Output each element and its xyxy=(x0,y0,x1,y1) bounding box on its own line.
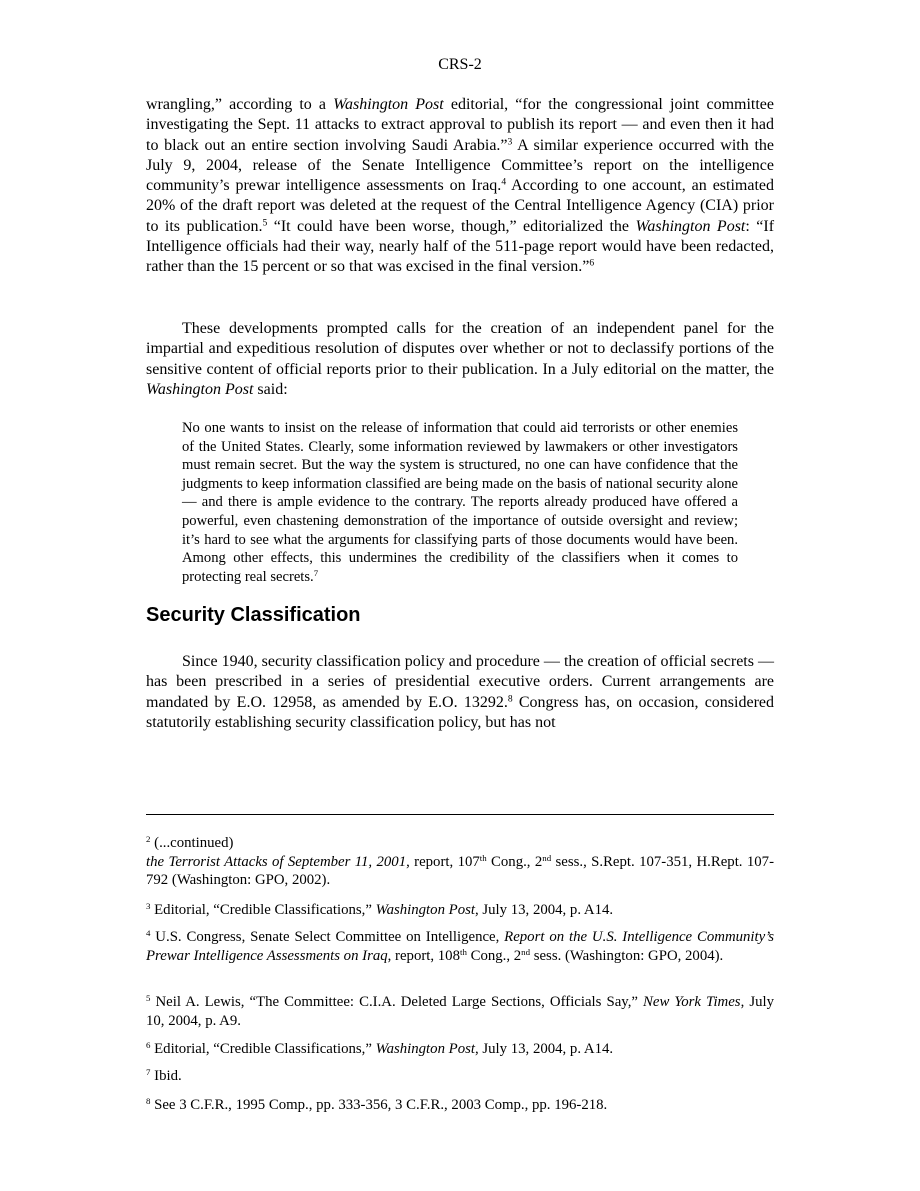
footnote-number: 4 xyxy=(146,928,151,939)
ordinal-suffix: nd xyxy=(521,946,531,957)
footnote-text: Cong., 2 xyxy=(486,853,543,870)
block-quote xyxy=(182,419,738,586)
footnote-text: sess. (Washington: GPO, 2004). xyxy=(530,947,724,964)
text-run: Since 1940, security classification policy and procedure — the creation of official secrets — has been prescribed in a series of presidential executive orders. Current arrangements are mandated by E.O. 12958, as amended by E.O. 13292. xyxy=(146,653,774,711)
body-paragraph-3 xyxy=(146,652,774,733)
footnote-text: , report, 108 xyxy=(387,947,460,964)
footnote-text: Neil A. Lewis, “The Committee: C.I.A. Deleted Large Sections, Officials Say,” xyxy=(150,994,644,1010)
footnote-3 xyxy=(146,901,774,920)
footnote-text: U.S. Congress, Senate Select Committee on Intelligence, xyxy=(150,929,505,945)
footnote-ref-5[interactable]: 5 xyxy=(262,217,268,229)
publication-title: Washington Post xyxy=(146,380,254,398)
footnote-ref-8[interactable]: 8 xyxy=(507,693,513,705)
text-run: editorial, “for the congressional joint committee investigating the Sept. 11 attacks to extract approval to publish its report — and even then it had to black out an entire section involving Saudi Arabia.” xyxy=(146,96,774,154)
footnote-text: sess., S.Rept. 107-351, H.Rept. 107-792 (Washington: GPO, 2002). xyxy=(146,853,774,889)
text-run: These developments prompted calls for the creation of an independent panel for the impartial and expeditious resolution of disputes over whether or not to declassify portions of the sensitive content of official reports prior to their publication. In a July editorial on the matter, the xyxy=(146,320,774,378)
footnote-number: 3 xyxy=(146,901,151,912)
ordinal-suffix: th xyxy=(459,946,467,957)
text-run: Congress has, on occasion, considered statutorily establishing security classification policy, but has not xyxy=(146,693,774,731)
publication-title: Washington Post xyxy=(333,96,444,113)
text-run: According to one account, an estimated 20% of the draft report was deleted at the request of the Central Intelligence Agency (CIA) prior to its publication. xyxy=(146,177,775,235)
footnote-text: Ibid. xyxy=(150,1068,182,1084)
footnote-text: , July 13, 2004, p. A14. xyxy=(474,902,614,918)
publication-title: the Terrorist Attacks of September 11, 2001 xyxy=(146,853,407,870)
footnote-text: Cong., 2 xyxy=(466,947,522,964)
body-paragraph-2 xyxy=(146,319,774,400)
footnote-number: 8 xyxy=(146,1096,151,1107)
footnote-number: 5 xyxy=(146,993,151,1004)
text-run: said: xyxy=(253,380,288,398)
footnote-number: 7 xyxy=(146,1067,151,1078)
quote-text: No one wants to insist on the release of information that could aid terrorists or other enemies of the United States. Clearly, some information reviewed by lawmakers or other investigators must remain secret. But the way the system is structured, no one can have confidence that the judgments to keep information classified are being made on the basis of national security alone — and there is ample evidence to the contrary. The reports already produced have offered a powerful, even chastening demonstration of the importance of outside oversight and review; it’s hard to see what the arguments for classifying parts of those documents would have been. Among other effects, this undermines the credibility of the classifiers when it comes to protecting real secrets. xyxy=(182,420,738,585)
footnote-ref-6[interactable]: 6 xyxy=(589,258,595,270)
publication-title: Washington Post xyxy=(375,902,475,918)
text-run: : “If Intelligence officials had their way, nearly half of the 511-page report would have been redacted, rather than the 15 percent or so that was excised in the final version.” xyxy=(146,217,775,276)
publication-title: Report on the U.S. Intelligence Community’s Prewar Intelligence Assessments on Iraq xyxy=(146,929,774,964)
footnote-text: Editorial, “Credible Classifications,” xyxy=(150,1041,376,1057)
footnote-text: , July 13, 2004, p. A14. xyxy=(474,1041,614,1057)
page-number: CRS-2 xyxy=(438,56,482,73)
footnote-text: Editorial, “Credible Classifications,” xyxy=(150,902,376,918)
text-run: wrangling,” according to a xyxy=(146,96,334,113)
footnote-ref-7[interactable]: 7 xyxy=(313,567,319,578)
footnote-2 xyxy=(146,834,774,890)
text-run: A similar experience occurred with the July 9, 2004, release of the Senate Intelligence Committee’s report on the intelligence community’s prewar intelligence assessments on Iraq. xyxy=(146,136,774,195)
footnote-text: , July 10, 2004, p. A9. xyxy=(146,994,774,1029)
footnote-4 xyxy=(146,928,774,965)
footnote-7 xyxy=(146,1067,774,1086)
text-run: “It could have been worse, though,” editorialized the xyxy=(267,217,636,235)
footnote-text: (...continued) xyxy=(150,835,234,851)
footnote-number: 2 xyxy=(146,834,151,845)
footnote-ref-4[interactable]: 4 xyxy=(501,176,507,188)
footnote-text: , report, 107 xyxy=(406,853,480,870)
footnote-ref-3[interactable]: 3 xyxy=(507,136,513,148)
footnote-divider xyxy=(146,814,774,815)
footnote-number: 6 xyxy=(146,1040,151,1051)
publication-title: New York Times xyxy=(643,994,741,1010)
publication-title: Washington Post xyxy=(375,1041,475,1057)
footnote-6 xyxy=(146,1040,774,1059)
publication-title: Washington Post xyxy=(635,217,746,235)
footnote-5 xyxy=(146,993,774,1030)
body-paragraph-1 xyxy=(146,95,774,278)
ordinal-suffix: th xyxy=(479,852,487,863)
footnote-8 xyxy=(146,1096,774,1115)
ordinal-suffix: nd xyxy=(542,852,552,863)
footnote-text: See 3 C.F.R., 1995 Comp., pp. 333-356, 3 C.F.R., 2003 Comp., pp. 196-218. xyxy=(150,1097,608,1113)
section-heading: Security Classification xyxy=(146,604,361,626)
